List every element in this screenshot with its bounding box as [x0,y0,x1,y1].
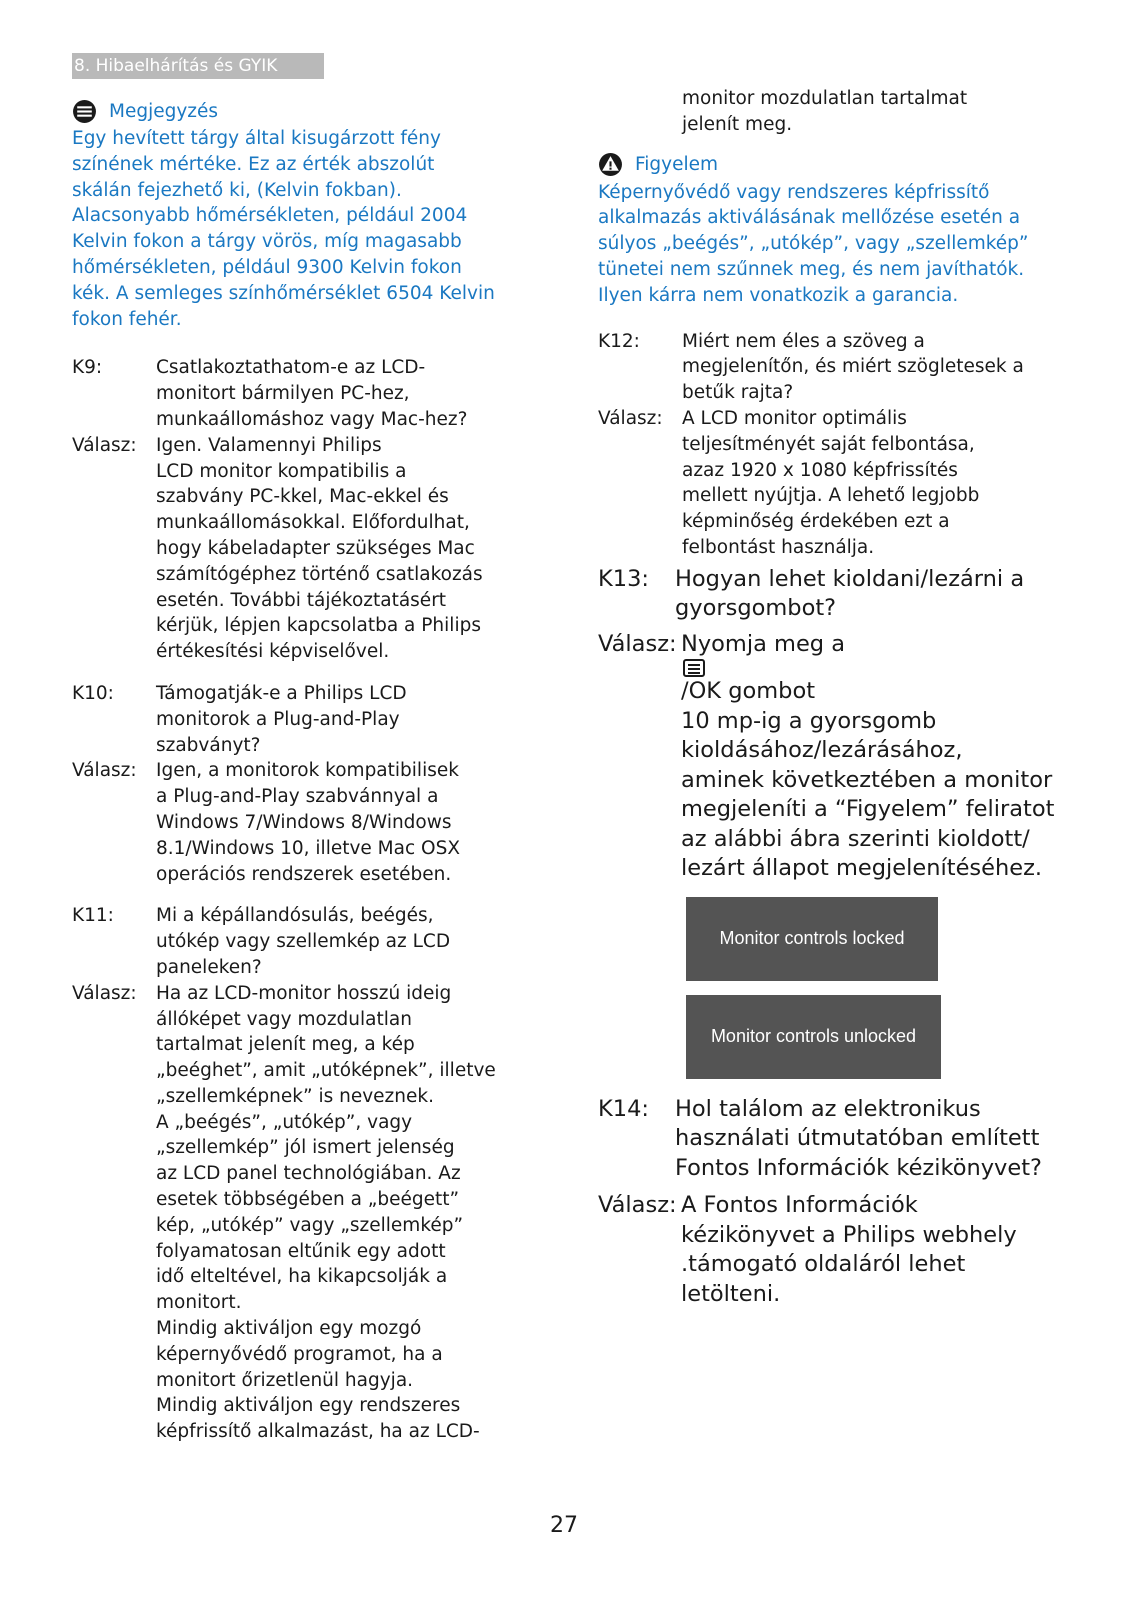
q11-answer-line: Ha az LCD-monitor hosszú ideig [156,982,452,1004]
note-line: kék. A semleges színhőmérséklet 6504 Kelvin [72,282,495,304]
q12-question-line: megjelenítőn, és miért szögletesek a [682,356,1024,378]
q14-question [598,1095,1073,1184]
q10-answer-line: a Plug-and-Play szabvánnyal a [156,786,439,808]
q9-answer-line: számítógéphez történő csatlakozás [156,563,483,585]
q12-answer-line: felbontást használja. [682,536,875,558]
q11-label: K11: [72,905,114,927]
q9-answer-line: Igen. Valamennyi Philips [156,434,382,456]
note-title: Megjegyzés [109,100,219,122]
q11-answer-line: „szellemkép” jól ismert jelenség [156,1137,455,1159]
note-heading [72,96,542,126]
q13-answer-line: megjeleníti a “Figyelem” feliratot [681,796,1055,823]
section-header: 8. Hibaelhárítás és GYIK [72,53,324,79]
q14-question-line: Fontos Információk kézikönyvet? [675,1154,1042,1181]
q13-answer-post: gombot [721,678,816,705]
q9-question [72,355,542,432]
q14-answer-label: Válasz: [598,1192,677,1219]
page-number: 27 [550,1513,578,1538]
q10-answer-line: 8.1/Windows 10, illetve Mac OSX [156,837,461,859]
q9-label: K9: [72,357,103,379]
q10-answer-line: Windows 7/Windows 8/Windows [156,811,452,833]
note-text [72,126,542,332]
q13-question-line: Hogyan lehet kioldani/lezárni a [675,565,1025,592]
q9-question-line: Csatlakoztathatom-e az LCD- [156,357,426,379]
q12-answer-label: Válasz: [598,407,663,429]
note-line: Kelvin fokon a tárgy vörös, míg magasabb [72,231,462,253]
q12-answer-line: teljesítményét saját felbontása, [682,433,975,455]
warning-line: tünetei nem szűnnek meg, és nem javíthatók. [598,258,1025,280]
monitor-unlocked-box: Monitor controls unlocked [686,995,941,1079]
q11-answer-line: monitort. [156,1292,242,1314]
q11-answer-line: folyamatosan eltűnik egy adott [156,1240,446,1262]
warning-title: Figyelem [635,154,719,176]
q11-answer-line: monitort őrizetlenül hagyja. [156,1369,414,1391]
q12-answer-line: A LCD monitor optimális [682,407,907,429]
q14-answer-line: A Fontos Információk [681,1192,918,1219]
q12-answer [598,406,1073,561]
q11-answer-line: tartalmat jelenít meg, a kép [156,1034,415,1056]
q12-answer-line: mellett nyújtja. A lehető legjobb [682,485,980,507]
q14-answer [598,1191,1073,1309]
q9-answer-line: értékesítési képviselővel. [156,641,390,663]
q13-answer-pre: Nyomja meg a [681,630,846,657]
q13-answer-first-line [681,630,1073,707]
q11-answer-line: esetek többségében a „beégett” [156,1189,460,1211]
q12-answer-line: képminőség érdekében ezt a [682,511,950,533]
warning-line: Képernyővédő vagy rendszeres képfrissítő [598,181,990,203]
q14-answer-line: .támogató oldaláról lehet [681,1251,966,1278]
q11-answer-line: képfrissítő alkalmazást, ha az LCD- [156,1421,480,1443]
menu-button-icon [683,659,705,677]
q14-answer-line: kézikönyvet a Philips webhely [681,1221,1017,1248]
q13-answer-line: kioldásához/lezárásához, [681,737,963,764]
q12-question [598,329,1073,406]
q13-answer-line: lezárt állapot megjelenítéséhez. [681,855,1043,882]
q11-answer-line: A „beégés”, „utókép”, vagy [156,1111,413,1133]
note-line: színének mértéke. Ez az érték abszolút [72,153,435,175]
q9-answer-line: esetén. További tájékoztatásért [156,589,447,611]
q14-answer-line: letölteni. [681,1280,781,1307]
note-icon [72,99,97,124]
q10-question [72,681,542,758]
warning-icon [598,152,623,177]
q9-answer-line: szabvány PC-kkel, Mac-ekkel és [156,486,449,508]
q11-answer-label: Válasz: [72,982,137,1004]
q13-answer-line: aminek következtében a monitor [681,766,1053,793]
q11-answer-line: kép, „utókép” vagy „szellemkép” [156,1214,464,1236]
q13-question-line: gyorsgombot? [675,595,837,622]
q9-answer-line: kérjük, lépjen kapcsolatba a Philips [156,615,481,637]
q12-answer-line: azaz 1920 x 1080 képfrissítés [682,459,958,481]
q12-question-line: Miért nem éles a szöveg a [682,330,925,352]
q11-answer-line: „beéghet”, amit „utóképnek”, illetve [156,1060,496,1082]
q9-answer-line: LCD monitor kompatibilis a [156,460,407,482]
q9-question-line: monitort bármilyen PC-hez, [156,383,410,405]
note-line: fokon fehér. [72,308,182,330]
q11-answer-line: idő elteltével, ha kikapcsolják a [156,1266,448,1288]
q11-question [72,903,542,980]
q10-question-line: monitorok a Plug-and-Play [156,708,400,730]
note-line: hőmérsékleten, például 9300 Kelvin fokon [72,256,462,278]
q12-question-line: betűk rajta? [682,382,794,404]
monitor-locked-box: Monitor controls locked [686,897,938,981]
q11-continued-line: jelenít meg. [682,113,793,135]
warning-heading [598,150,1073,180]
q10-question-line: Támogatják-e a Philips LCD [156,682,407,704]
q10-answer-line: Igen, a monitorok kompatibilisek [156,760,459,782]
q14-question-line: használati útmutatóban említett [675,1125,1040,1152]
q13-answer-label: Válasz: [598,630,677,657]
q9-answer-label: Válasz: [72,434,137,456]
q10-answer-label: Válasz: [72,760,137,782]
q11-answer [72,981,542,1445]
warning-text [598,180,1073,309]
q10-question-line: szabványt? [156,734,261,756]
q14-question-line: Hol találom az elektronikus [675,1095,981,1122]
q10-label: K10: [72,682,114,704]
warning-line: Ilyen kárra nem vonatkozik a garancia. [598,284,959,306]
q11-answer-line: Mindig aktiváljon egy mozgó [156,1318,422,1340]
q11-answer-line: Mindig aktiváljon egy rendszeres [156,1395,461,1417]
q10-answer [72,758,542,887]
q13-answer-line: az alábbi ábra szerinti kioldott/ [681,825,1030,852]
q11-answer-line: állóképet vagy mozdulatlan [156,1008,412,1030]
left-column [72,96,542,1445]
note-line: Egy hevített tárgy által kisugárzott fény [72,128,441,149]
q13-answer-line: 10 mp-ig a gyorsgomb [681,707,937,734]
warning-line: alkalmazás aktiválásának mellőzése esetén a [598,207,1021,229]
q13-answer [598,630,1073,884]
q11-question-line: paneleken? [156,956,262,978]
q10-answer-line: operációs rendszerek esetében. [156,863,452,885]
q14-label: K14: [598,1095,649,1122]
q9-question-line: munkaállomáshoz vagy Mac-hez? [156,408,468,430]
q9-answer [72,433,542,665]
q11-answer-line: az LCD panel technológiában. Az [156,1163,461,1185]
right-column [598,86,1073,1309]
ok-button-label: /OK [681,678,722,705]
q11-continued-line: monitor mozdulatlan tartalmat [682,88,968,109]
q9-answer-line: munkaállomásokkal. Előfordulhat, [156,512,470,534]
q12-label: K12: [598,330,640,352]
q11-answer-line: képernyővédő programot, ha a [156,1343,443,1365]
q11-question-line: utókép vagy szellemkép az LCD [156,931,451,953]
note-line: skálán fejezhető ki, (Kelvin fokban). [72,179,402,201]
note-line: Alacsonyabb hőmérsékleten, például 2004 [72,205,468,227]
warning-line: súlyos „beégés”, „utókép”, vagy „szellemkép” [598,233,1029,255]
q11-answer-continued [598,86,1073,138]
q13-question [598,565,1073,624]
q9-answer-line: hogy kábeladapter szükséges Mac [156,537,475,559]
q13-label: K13: [598,565,649,592]
q11-question-line: Mi a képállandósulás, beégés, [156,905,434,927]
q11-answer-line: „szellemképnek” is neveznek. [156,1085,434,1107]
